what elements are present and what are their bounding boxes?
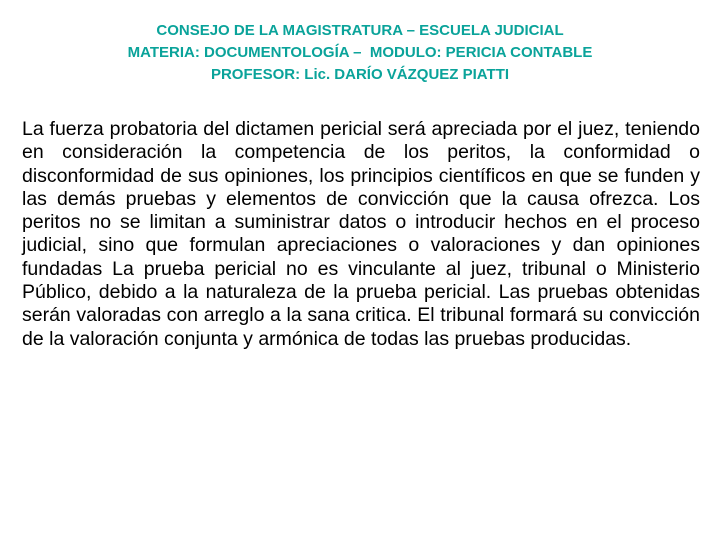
header-subject: MATERIA: DOCUMENTOLOGÍA – MODULO: PERICIA CONTABLE	[127, 44, 593, 61]
slide-header	[0, 20, 720, 86]
header-institution: CONSEJO DE LA MAGISTRATURA – ESCUELA JUDICIAL	[156, 22, 564, 39]
header-professor: PROFESOR: Lic. DARÍO VÁZQUEZ PIATTI	[210, 66, 510, 83]
body-paragraph: La fuerza probatoria del dictamen pericial será apreciada por el juez, teniendo en consideración la competencia de los peritos, la conformidad o disconformidad de sus opiniones, los principios científicos en que se funden y las demás pruebas y elementos de convicción que la causa ofrezca. Los peritos no se limitan a suministrar datos o introducir hechos en el proceso judicial, sino que formulan apreciaciones o valoraciones y dan opiniones fundadas La prueba pericial no es vinculante al juez, tribunal o Ministerio Público, debido a la naturaleza de la prueba pericial. Las pruebas obtenidas serán valoradas con arreglo a la sana critica. El tribunal formará su convicción de la valoración conjunta y armónica de todas las pruebas producidas.	[22, 118, 700, 350]
